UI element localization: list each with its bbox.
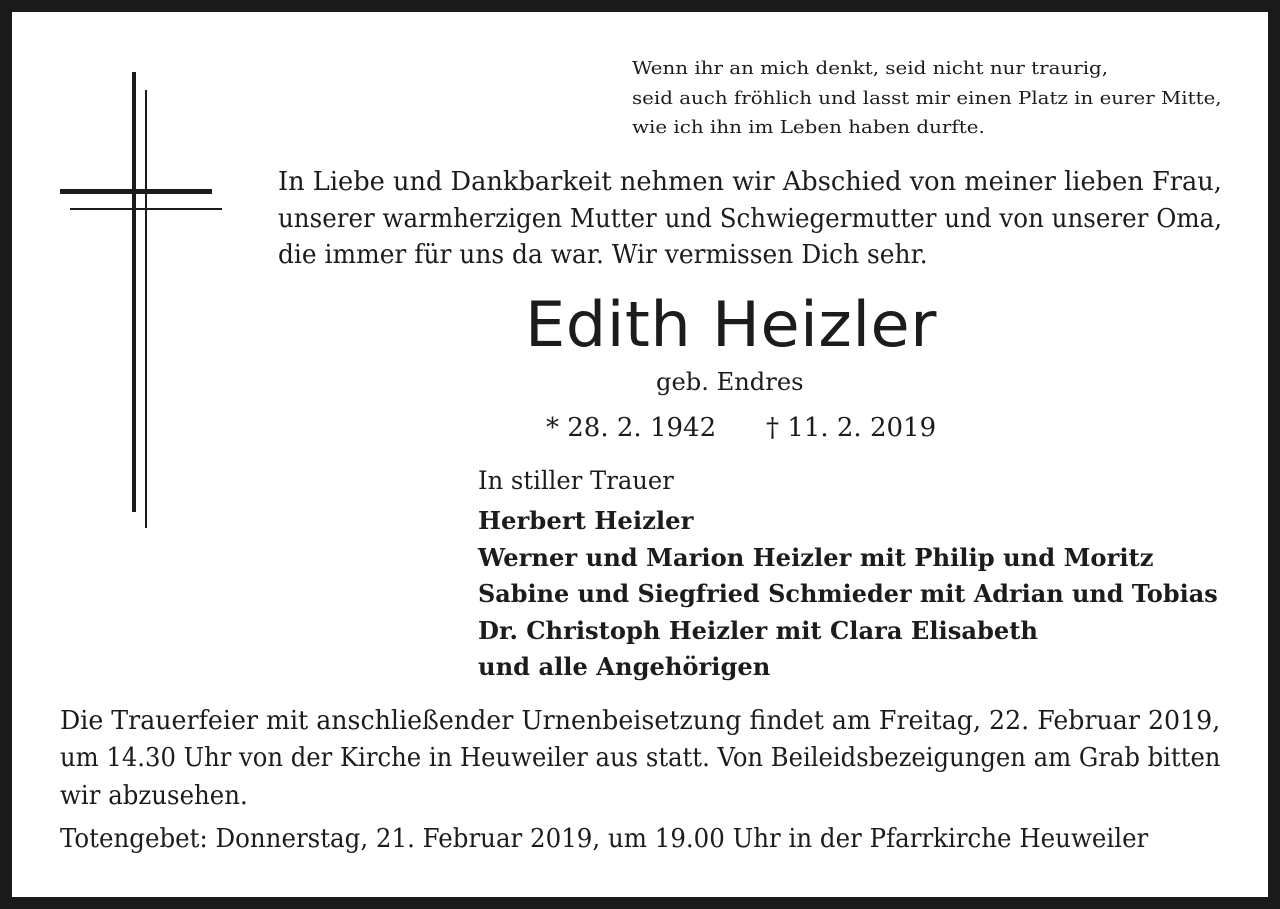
death-date: † 11. 2. 2019 — [766, 413, 937, 443]
mourner-line: Werner und Marion Heizler mit Philip und Moritz — [478, 543, 1154, 572]
poem-line: wie ich ihn im Leben haben durfte. — [632, 117, 985, 138]
mourners-heading: In stiller Trauer — [478, 466, 674, 495]
intro-line: unserer warmherzigen Mutter und Schwiegermutter und von unserer Oma, — [278, 204, 1223, 234]
cross-horizontal-bar — [60, 189, 212, 194]
mourner-line: Dr. Christoph Heizler mit Clara Elisabeth — [478, 616, 1039, 645]
mourner-line: Herbert Heizler — [478, 506, 694, 535]
mourner-line: Sabine und Siegfried Schmieder mit Adrian und Tobias — [478, 579, 1218, 608]
cross-vertical-line — [145, 90, 147, 528]
birth-name: geb. Endres — [656, 368, 804, 396]
service-line: wir abzusehen. — [60, 781, 248, 811]
intro-line: die immer für uns da war. Wir vermissen Dich sehr. — [278, 240, 928, 270]
poem-line: seid auch fröhlich und lasst mir einen Platz in eurer Mitte, — [632, 88, 1222, 109]
mourner-line: und alle Angehörigen — [478, 652, 771, 681]
cross-vertical-bar — [132, 72, 136, 512]
poem-line: Wenn ihr an mich denkt, seid nicht nur traurig, — [632, 58, 1109, 79]
deceased-name: Edith Heizler — [525, 288, 937, 361]
prayer-info: Totengebet: Donnerstag, 21. Februar 2019, um 19.00 Uhr in der Pfarrkirche Heuweiler — [60, 824, 1149, 854]
intro-line: In Liebe und Dankbarkeit nehmen wir Abschied von meiner lieben Frau, — [278, 167, 1222, 197]
service-line: Die Trauerfeier mit anschließender Urnenbeisetzung findet am Freitag, 22. Februar 2019, — [60, 706, 1221, 736]
obituary-card — [12, 12, 1268, 897]
cross-horizontal-line — [70, 208, 222, 210]
service-line: um 14.30 Uhr von der Kirche in Heuweiler aus statt. Von Beileidsbezeigungen am Grab bitten — [60, 743, 1221, 773]
birth-date: * 28. 2. 1942 — [546, 413, 717, 443]
